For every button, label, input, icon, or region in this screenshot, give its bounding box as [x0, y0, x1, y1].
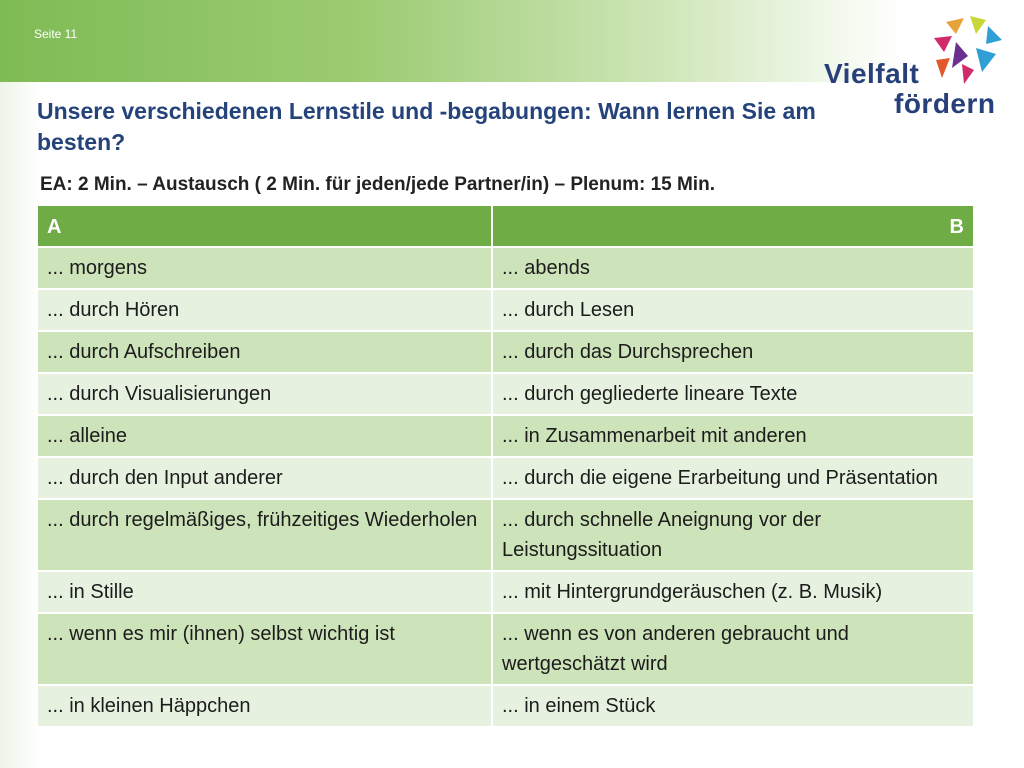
table-cell-b: ... wenn es von anderen gebraucht und wertgeschätzt wird	[492, 613, 974, 685]
table-row	[37, 571, 974, 613]
vielfalt-foerdern-logo	[818, 12, 1008, 122]
logo-text-foerdern: fördern	[894, 88, 996, 119]
table-row	[37, 613, 974, 685]
table-row	[37, 247, 974, 289]
colorful-hands-icon	[926, 12, 1006, 92]
slide-subtitle: EA: 2 Min. – Austausch ( 2 Min. für jeden/jede Partner/in) – Plenum: 15 Min.	[40, 174, 715, 195]
table-row	[37, 415, 974, 457]
column-header-b: B	[492, 205, 974, 247]
table-cell-a: ... durch Hören	[37, 289, 492, 331]
table-cell-a: ... in kleinen Häppchen	[37, 685, 492, 727]
table-cell-b: ... in einem Stück	[492, 685, 974, 727]
table-cell-a: ... durch den Input anderer	[37, 457, 492, 499]
table-cell-a: ... durch regelmäßiges, frühzeitiges Wiederholen	[37, 499, 492, 571]
table-cell-a: ... durch Visualisierungen	[37, 373, 492, 415]
page-number: Seite 11	[34, 27, 78, 41]
table-cell-a: ... morgens	[37, 247, 492, 289]
side-decoration	[0, 82, 40, 768]
table-cell-b: ... durch Lesen	[492, 289, 974, 331]
table-row	[37, 289, 974, 331]
table-row	[37, 331, 974, 373]
logo-text-vielfalt: Vielfalt	[824, 58, 920, 89]
table-cell-b: ... durch gegliederte lineare Texte	[492, 373, 974, 415]
learning-styles-table	[36, 204, 975, 728]
table-header-row	[37, 205, 974, 247]
table-cell-a: ... in Stille	[37, 571, 492, 613]
table-cell-b: ... abends	[492, 247, 974, 289]
table-cell-b: ... durch die eigene Erarbeitung und Präsentation	[492, 457, 974, 499]
table-cell-a: ... durch Aufschreiben	[37, 331, 492, 373]
table-cell-a: ... alleine	[37, 415, 492, 457]
table-row	[37, 685, 974, 727]
table-cell-b: ... durch das Durchsprechen	[492, 331, 974, 373]
slide-title: Unsere verschiedenen Lernstile und -begabungen: Wann lernen Sie am besten?	[37, 98, 816, 155]
table-row	[37, 499, 974, 571]
table-cell-b: ... durch schnelle Aneignung vor der Leistungssituation	[492, 499, 974, 571]
table-row	[37, 457, 974, 499]
table-cell-a: ... wenn es mir (ihnen) selbst wichtig ist	[37, 613, 492, 685]
table-cell-b: ... in Zusammenarbeit mit anderen	[492, 415, 974, 457]
table-row	[37, 373, 974, 415]
column-header-a: A	[37, 205, 492, 247]
table-cell-b: ... mit Hintergrundgeräuschen (z. B. Musik)	[492, 571, 974, 613]
